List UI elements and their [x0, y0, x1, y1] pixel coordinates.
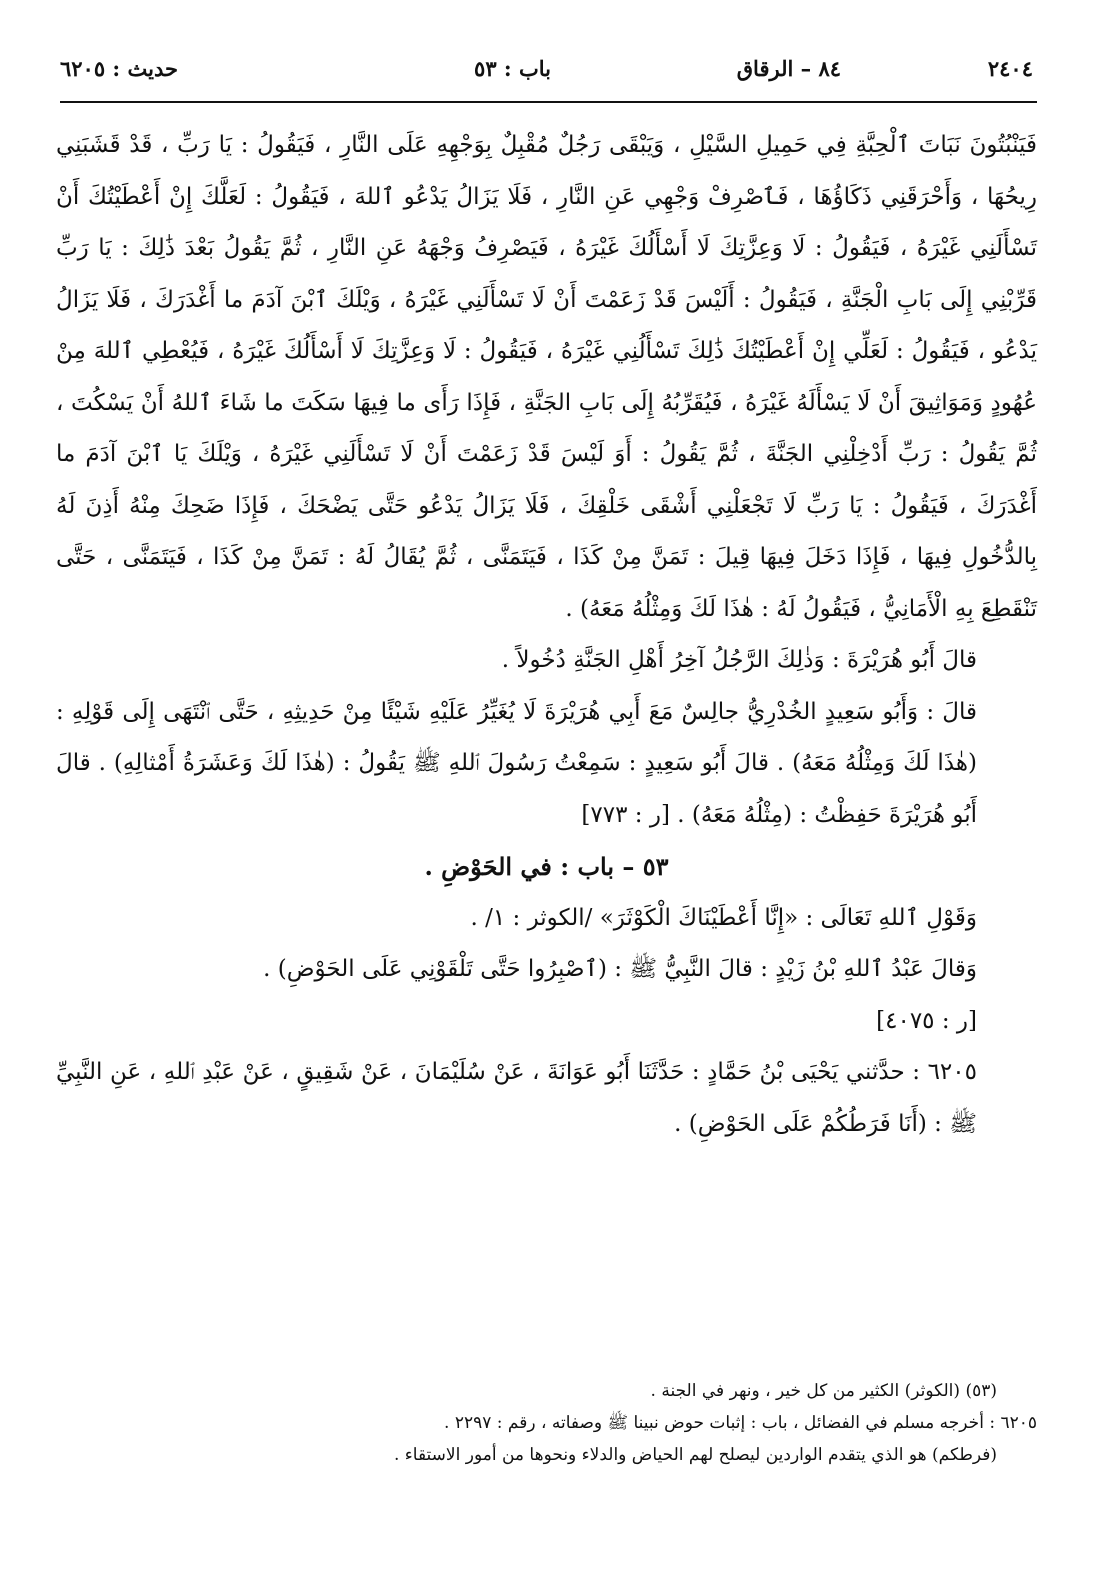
book-page: [56, 0, 1037, 1588]
footnote: ٦٢٠٥ : أخرجه مسلم في الفضائل ، باب : إثبات حوض نبينا ﷺ وصفاته ، رقم : ٢٢٩٧ .: [444, 1413, 1037, 1433]
chapter-number: باب : ٥٣: [474, 56, 551, 81]
footnote: (٥٣) (الكوثر) الكثير من كل خير ، ونهر في الجنة .: [650, 1381, 997, 1401]
header-divider: [60, 101, 1037, 103]
body-paragraph: فَيَنْبُتُونَ نَبَاتَ ٱلْحِبَّةِ فِي حَمِيلِ السَّيْلِ ، وَيَبْقَى رَجُلٌ مُقْبِلٌ بِوَجْهِهِ عَلَى النَّارِ ، فَيَقُولُ : يَا رَبِّ ، قَدْ قَشَبَنِي رِيحُهَا ، وَأَحْرَقَنِي ذَكَاؤُهَا ، فَٱصْرِفْ وَجْهِي عَنِ النَّارِ ، فَلَا يَزَالُ يَدْعُو ٱللهَ ، فَيَقُولُ : لَعَلَّكَ إِنْ أَعْطَيْتُكَ أَنْ تَسْأَلَنِي غَيْرَهُ ، فَيَقُولُ : لَا وَعِزَّتِكَ لَا أَسْأَلُكَ غَيْرَهُ ، فَيَصْرِفُ وَجْهَهُ عَنِ النَّارِ ، ثُمَّ يَقُولُ بَعْدَ ذَٰلِكَ : يَا رَبِّ قَرِّبْنِي إِلَى بَابِ الْجَنَّةِ ، فَيَقُولُ : أَلَيْسَ قَدْ زَعَمْتَ أَنْ لَا تَسْأَلَنِي غَيْرَهُ ، وَيْلَكَ ٱبْنَ آدَمَ ما أَغْدَرَكَ ، فَلَا يَزَالُ يَدْعُو ، فَيَقُولُ : لَعَلِّي إِنْ أَعْطَيْتُكَ ذَٰلِكَ تَسْأَلُنِي غَيْرَهُ ، فَيَقُولُ : لَا وَعِزَّتِكَ لَا أَسْأَلُكَ غَيْرَهُ ، فَيُعْطِي ٱللهَ مِنْ عُهُودٍ وَمَوَاثِيقَ أَنْ لَا يَسْأَلَهُ غَيْرَهُ ، فَيُقَرِّبُهُ إِلَى بَابِ الجَنَّةِ ، فَإِذَا رَأَى ما فِيهَا سَكَتَ ما شَاءَ ٱللهُ أَنْ يَسْكُتَ ، ثُمَّ يَقُولُ : رَبِّ أَدْخِلْنِي الجَنَّةَ ، ثُمَّ يَقُولُ : أَوَ لَيْسَ قَدْ زَعَمْتَ أَنْ لَا تَسْأَلَنِي غَيْرَهُ ، وَيْلَكَ يَا ٱبْنَ آدَمَ ما أَغْدَرَكَ ، فَيَقُولُ : يَا رَبِّ لَا تَجْعَلْنِي أَشْقَى خَلْقِكَ ، فَلَا يَزَالُ يَدْعُو حَتَّى يَضْحَكَ ، فَإِذَا ضَحِكَ مِنْهُ أَذِنَ لَهُ بِالدُّخُولِ فِيهَا ، فَإِذَا دَخَلَ فِيهَا قِيلَ : تَمَنَّ مِنْ كَذَا ، فَيَتَمَنَّى ، ثُمَّ يُقَالُ لَهُ : تَمَنَّ مِنْ كَذَا ، فَيَتَمَنَّى ، حَتَّى تَنْقَطِعَ بِهِ الْأَمَانِيُّ ، فَيَقُولُ لَهُ : هٰذَا لَكَ وَمِثْلُهُ مَعَهُ) .: [56, 132, 1037, 622]
body-paragraph: قالَ : وَأَبُو سَعِيدٍ الخُدْرِيُّ جالِسٌ مَعَ أَبِي هُرَيْرَةَ لَا يُغَيِّرُ عَلَيْهِ شَيْئًا مِنْ حَدِيثِهِ ، حَتَّى ٱنْتَهَى إِلَى قَوْلِهِ : (هٰذَا لَكَ وَمِثْلُهُ مَعَهُ) . قالَ أَبُو سَعِيدٍ : سَمِعْتُ رَسُولَ ٱللهِ ﷺ يَقُولُ : (هٰذَا لَكَ وَعَشَرَةُ أَمْثالِهِ) . قالَ أَبُو هُرَيْرَةَ حَفِظْتُ : (مِثْلُهُ مَعَهُ) . [ر : ٧٧٣]: [56, 698, 977, 828]
running-header: [56, 56, 1037, 96]
chapter-heading: ٥٣ – باب : في الحَوْضِ .: [424, 852, 669, 881]
page-number: ٢٤٠٤: [987, 56, 1033, 81]
main-text: [56, 120, 1037, 1150]
footnote: (فرطكم) هو الذي يتقدم الواردين ليصلح لهم الحياض والدلاء ونحوها من أمور الاستقاء .: [393, 1445, 997, 1465]
body-paragraph: قالَ أَبُو هُرَيْرَةَ : وَذٰلِكَ الرَّجُلُ آخِرُ أَهْلِ الجَنَّةِ دُخُولاً .: [501, 647, 977, 673]
footnotes: [56, 1375, 1037, 1471]
body-paragraph: وَقَوْلِ ٱللهِ تَعَالَى : «إِنَّا أَعْطَيْنَاكَ الْكَوْثَرَ» /الكوثر : ١/ .: [470, 904, 977, 931]
hadith-paragraph: ٦٢٠٥ : حدَّثني يَحْيَى بْنُ حَمَّادٍ : حَدَّثَنَا أَبُو عَوَانَةَ ، عَنْ سُلَيْمَانَ ، عَنْ شَقِيقٍ ، عَنْ عَبْدِ ٱللهِ ، عَنِ النَّبِيِّ ﷺ : (أَنَا فَرَطُكُمْ عَلَى الحَوْضِ) .: [56, 1059, 977, 1137]
book-title: ٨٤ – الرقاق: [736, 56, 841, 81]
cross-reference: [ر : ٤٠٧٥]: [876, 1007, 977, 1034]
hadith-number: حديث : ٦٢٠٥: [60, 56, 178, 81]
body-paragraph: وَقالَ عَبْدُ ٱللهِ بْنُ زَيْدٍ : قالَ النَّبِيُّ ﷺ : (ٱصْبِرُوا حَتَّى تَلْقَوْنِي عَلَى الحَوْضِ) .: [263, 956, 977, 982]
